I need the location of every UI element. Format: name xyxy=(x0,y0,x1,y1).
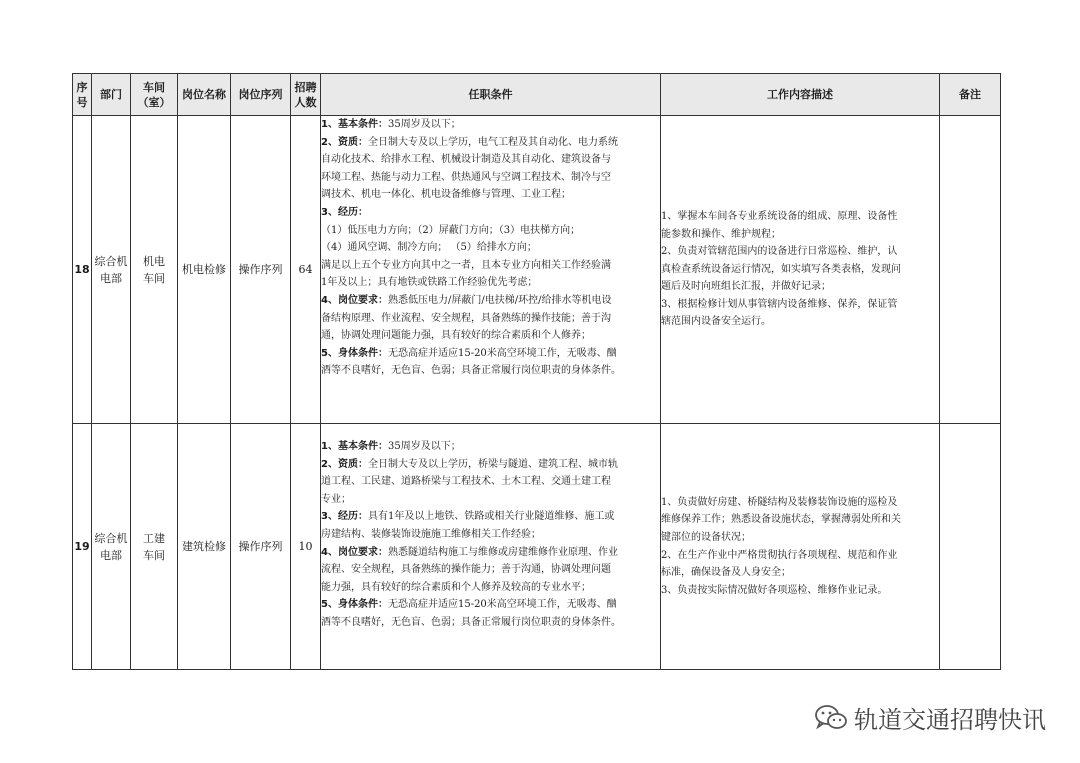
requirement-line: 能力强，具有较好的综合素质和个人修养及较高的专业水平； xyxy=(321,581,591,593)
header-duties: 工作内容描述 xyxy=(661,74,940,116)
header-count: 招聘 人数 xyxy=(291,74,321,116)
requirement-line: 2、资质：全日制大专及以上学历，桥梁与隧道、建筑工程、城市轨 xyxy=(321,458,618,470)
header-sequence: 岗位序列 xyxy=(231,74,291,116)
header-row xyxy=(73,74,1001,116)
duties-cell xyxy=(661,116,940,424)
requirement-line: 调技术、机电一体化、机电设备维修与管理、工业工程； xyxy=(321,189,571,201)
duty-line: 1、掌握本车间各专业系统设备的组成、原理、设备性 xyxy=(661,210,898,222)
header-workshop: 车间 （室） xyxy=(131,74,178,116)
requirement-line: （1）低压电力方向；（2）屏蔽门方向；（3）电扶梯方向； xyxy=(321,224,581,236)
requirement-line: 5、身体条件：无恐高症并适应15-20米高空环境工作，无吸毒、酗 xyxy=(321,347,617,359)
duty-line: 1、负责做好房建、桥隧结构及装修装饰设施的巡检及 xyxy=(661,496,898,508)
header-position: 岗位名称 xyxy=(178,74,231,116)
requirement-line: 环境工程、热能与动力工程、供热通风与空调工程技术、制冷与空 xyxy=(321,171,611,183)
table-row xyxy=(73,424,1001,670)
duty-line: 题后及时向班组长汇报，并做好记录； xyxy=(661,281,831,293)
requirements-cell xyxy=(321,424,661,670)
watermark-text: 轨道交通招聘快讯 xyxy=(854,706,1046,734)
duty-line: 2、在生产作业中严格贯彻执行各项规程、规范和作业 xyxy=(661,549,898,561)
requirement-line: 通，协调处理问题能力强，具有较好的综合素质和个人修养； xyxy=(321,330,591,342)
requirement-line: 4、岗位要求：熟悉隧道结构施工与维修或房建维修作业原理、作业 xyxy=(321,546,618,558)
requirement-line: 房建结构、装修装饰设施施工维修相关工作经验； xyxy=(321,528,541,540)
duty-line: 真检查系统设备运行情况，如实填写各类表格，发现问 xyxy=(661,263,901,275)
duty-line: 辖范围内设备安全运行。 xyxy=(661,316,771,328)
row-number: 19 xyxy=(73,424,92,670)
note-cell xyxy=(940,424,1001,670)
wechat-icon xyxy=(814,704,848,732)
position-cell: 机电检修 xyxy=(178,116,231,424)
requirement-line: （4）通风空调、制冷方向； （5）给排水方向； xyxy=(321,242,537,254)
department-cell: 综合机电部 xyxy=(92,424,131,670)
requirement-line: 4、岗位要求：熟悉低压电力/屏蔽门/电扶梯/环控/给排水等机电设 xyxy=(321,294,612,306)
duty-line: 3、负责按实际情况做好各项巡检、维修作业记录。 xyxy=(661,584,888,596)
note-cell xyxy=(940,116,1001,424)
duty-line: 3、根据检修计划从事管辖内设备维修、保养，保证管 xyxy=(661,298,898,310)
requirement-line: 1年及以上；具有地铁或铁路工作经验优先考虑； xyxy=(321,277,538,289)
department-cell: 综合机电部 xyxy=(92,116,131,424)
header-dept: 部门 xyxy=(92,74,131,116)
requirement-line: 2、资质：全日制大专及以上学历，电气工程及其自动化、电力系统 xyxy=(321,136,618,148)
position-cell: 建筑检修 xyxy=(178,424,231,670)
requirement-line: 满足以上五个专业方向其中之一者，且本专业方向相关工作经验满 xyxy=(321,259,611,271)
requirement-line: 1、基本条件：35周岁及以下； xyxy=(321,441,461,452)
requirement-line: 专业； xyxy=(321,493,351,505)
recruitment-table xyxy=(72,73,1001,670)
requirement-line: 5、身体条件：无恐高症并适应15-20米高空环境工作，无吸毒、酗 xyxy=(321,599,617,611)
header-no: 序号 xyxy=(73,74,92,116)
requirement-line: 道工程、工民建、道路桥梁与工程技术、土木工程、交通土建工程 xyxy=(321,476,611,488)
count-cell: 10 xyxy=(291,424,321,670)
duty-line: 2、负责对管辖范围内的设备进行日常巡检、维护，认 xyxy=(661,246,898,258)
duty-line: 维修保养工作；熟悉设备设施状态，掌握薄弱处所和关 xyxy=(661,514,901,526)
workshop-cell: 工建车间 xyxy=(131,424,178,670)
requirement-line: 酒等不良嗜好，无色盲、色弱；具备正常履行岗位职责的身体条件。 xyxy=(321,616,621,628)
workshop-cell: 机电车间 xyxy=(131,116,178,424)
requirement-line: 流程、安全规程，具备熟练的操作能力；善于沟通，协调处理问题 xyxy=(321,564,611,576)
requirement-line: 1、基本条件：35周岁及以下； xyxy=(321,119,461,130)
duty-line: 键部位的设备状况； xyxy=(661,531,751,543)
table-row xyxy=(73,116,1001,424)
requirement-line: 酒等不良嗜好，无色盲、色弱；具备正常履行岗位职责的身体条件。 xyxy=(321,365,621,377)
row-number: 18 xyxy=(73,116,92,424)
header-note: 备注 xyxy=(940,74,1001,116)
requirement-line: 3、经历： xyxy=(321,206,368,218)
duty-line: 标准，确保设备及人身安全； xyxy=(661,567,791,579)
duties-cell xyxy=(661,424,940,670)
sequence-cell: 操作序列 xyxy=(231,116,291,424)
header-requirements: 任职条件 xyxy=(321,74,661,116)
watermark xyxy=(814,700,1046,735)
requirement-line: 备结构原理、作业流程、安全规程，具备熟练的操作技能；善于沟 xyxy=(321,312,611,324)
sequence-cell: 操作序列 xyxy=(231,424,291,670)
requirements-cell xyxy=(321,116,661,424)
requirement-line: 3、经历：具有1年及以上地铁、铁路或相关行业隧道维修、施工或 xyxy=(321,511,615,523)
duty-line: 能参数和操作、维护规程； xyxy=(661,228,781,240)
count-cell: 64 xyxy=(291,116,321,424)
requirement-line: 自动化技术、给排水工程、机械设计制造及其自动化、建筑设备与 xyxy=(321,154,611,166)
